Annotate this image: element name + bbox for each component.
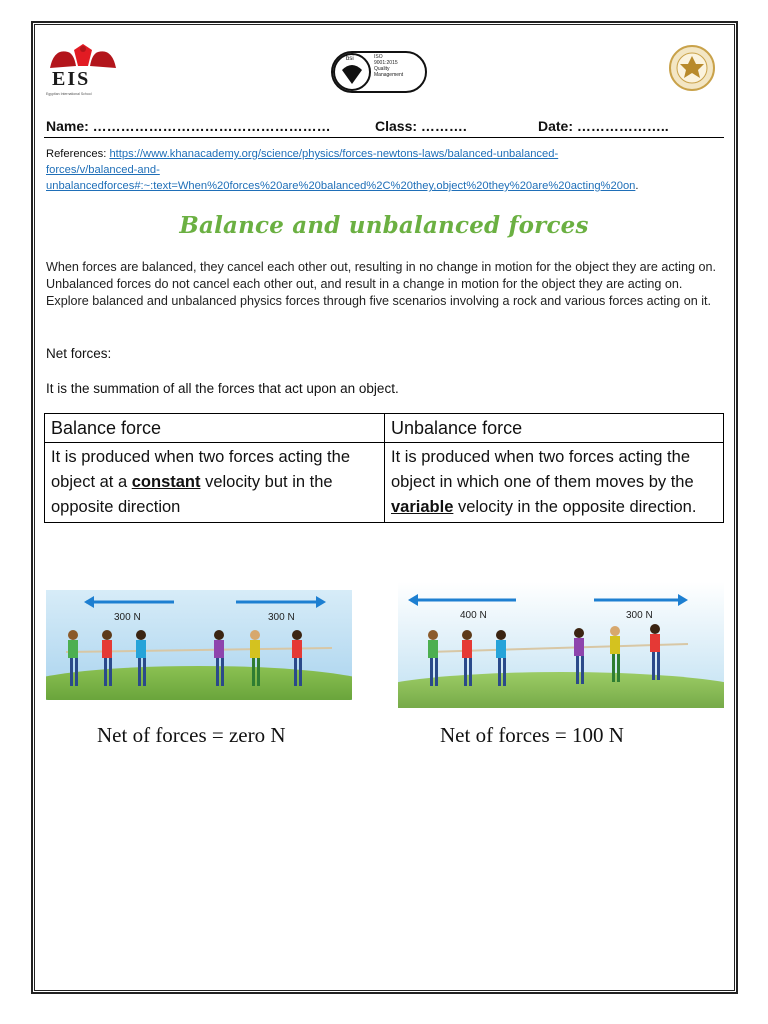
unbalance-description: [385, 443, 724, 523]
iso-line: Management: [374, 72, 404, 78]
forces-table: [44, 413, 724, 523]
left-force-label: 300 N: [114, 612, 141, 623]
table-header-unbalance: Unbalance force: [385, 414, 724, 443]
date-field[interactable]: Date: ………………..: [538, 118, 669, 134]
page-title: Balance and unbalanced forces: [179, 212, 589, 239]
unbalance-text-post: velocity in the opposite direction.: [453, 498, 697, 516]
logo-subtitle: Egyptian International School: [46, 92, 92, 96]
table-header-balance: Balance force: [45, 414, 385, 443]
intro-paragraph: When forces are balanced, they cancel each other out, resulting in no change in motion for the object they are acting on. Unbalanced forces do not cancel each other out, and result in a change in motion for the object they are acting on. Explore balanced and unbalanced physics forces through five scenarios involving a rock and various forces acting on it.: [46, 260, 716, 308]
references-label: References:: [46, 148, 107, 160]
figure-caption: Net of forces = zero N: [97, 723, 286, 747]
figure-caption: Net of forces = 100 N: [440, 723, 624, 747]
references-trailing: .: [635, 180, 639, 192]
iso-text: [374, 54, 403, 78]
svg-text:bsi: bsi: [346, 56, 354, 62]
iso-line: 9001:2015: [374, 60, 398, 66]
balanced-tug-of-war-image: [46, 590, 352, 700]
iso-line: Quality: [374, 66, 390, 72]
references: [46, 146, 726, 194]
table-row: [45, 443, 724, 523]
right-force-label: 300 N: [626, 610, 653, 621]
iso-line: ISO: [374, 54, 383, 60]
balance-text-post: velocity but in the opposite direction: [51, 473, 333, 516]
balance-keyword: constant: [131, 473, 201, 491]
unbalanced-tug-of-war-image: [398, 582, 724, 708]
reference-link[interactable]: https://www.khanacademy.org/science/physics/forces-newtons-laws/balanced-unbalanced-: [109, 148, 559, 160]
reference-link[interactable]: forces/v/balanced-and-: [46, 164, 160, 176]
iso-certification-logo: [330, 48, 428, 96]
student-info-row: [46, 118, 726, 138]
balance-text-pre: It is produced when two forces acting the object at a: [51, 448, 350, 491]
name-field[interactable]: Name: ……………………………………………: [46, 118, 331, 134]
class-field[interactable]: Class: ……….: [375, 118, 467, 134]
unbalance-keyword: variable: [391, 498, 454, 516]
school-logo: [44, 42, 122, 102]
balance-description: [45, 443, 385, 523]
reference-link[interactable]: unbalancedforces#:~:text=When%20forces%20are%20balanced%2C%20they,object%20they%20are%20acting%20on: [46, 180, 636, 192]
ministry-seal: [668, 44, 716, 92]
table-row: [45, 414, 724, 443]
right-force-label: 300 N: [268, 612, 295, 623]
header-divider: [44, 137, 724, 138]
net-forces-label: Net forces:: [46, 346, 112, 361]
net-forces-definition: It is the summation of all the forces that act upon an object.: [46, 381, 399, 396]
seal-emblem-icon: [668, 44, 716, 92]
left-force-label: 400 N: [460, 610, 487, 621]
logo-eis-text: EIS: [52, 68, 91, 90]
unbalance-text-pre: It is produced when two forces acting the object in which one of them moves by the: [391, 448, 694, 491]
